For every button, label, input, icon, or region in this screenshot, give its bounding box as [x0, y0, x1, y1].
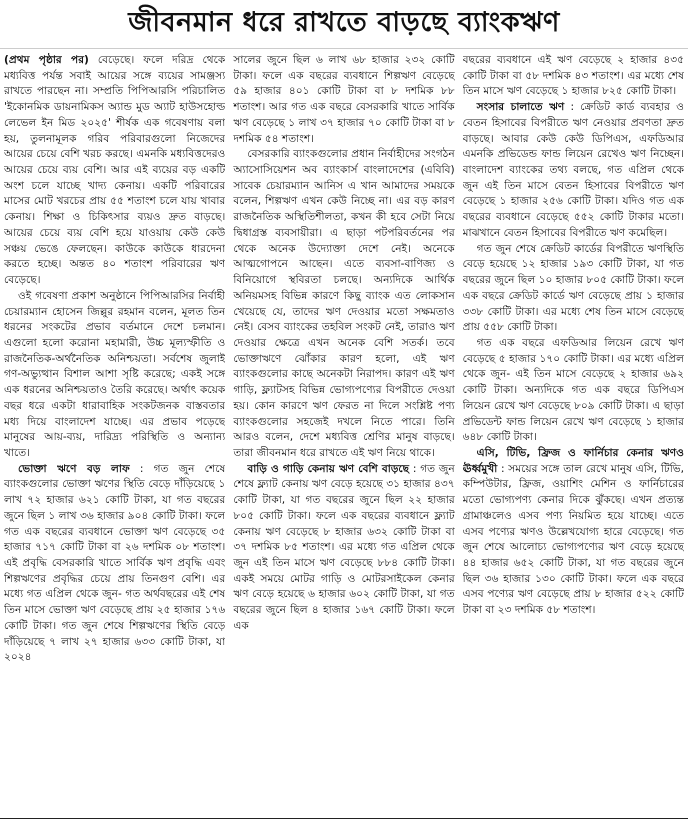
paragraph-text: : গত জুন শেষে ব্যাংকগুলোর ভোক্তা ঋণের স্থিতি বেড়ে দাঁড়িয়েছে ১ লাখ ৭২ হাজার ৬২১ কোটি টাকা, যা গত বছরের জুনে ছিল ১ লাখ ৩৬ হাজার ৯০৪ কোটি টাকা। ফলে গত এক বছরের ব্যবধানে ভোক্তা ঋণ বেড়েছে ৩৫ হাজার ৭১৭ কোটি টাকা বা ২৬ দশমিক ০৮ শতাংশ। এই প্রবৃদ্ধি বেসরকারি খাতে সার্বিক ঋণ প্রবৃদ্ধি এবং শিল্পঋণের প্রবৃদ্ধির চেয়ে প্রায় তিনগুণ বেশি। এর মধ্যে গত এপ্রিল থেকে জুন- গত অর্থবছরের এই শেষ তিন মাসে ভোক্তা ঋণ বেড়েছে প্রায় ২৫ হাজার ১৭৬ কোটি টাকা। গত জুন শেষে শিল্পঋণের স্থিতি বেড়ে দাঁড়িয়েছে ৭ লাখ ২৭ হাজার ৬৩৩ কোটি টাকা, যা ২০২৪ [4, 462, 226, 664]
subheading: বাড়ি ও গাড়ি কেনায় ঋণ বেশি বাড়ছে [247, 462, 410, 475]
article-headline: জীবনমান ধরে রাখতে বাড়ছে ব্যাংকঋণ [128, 6, 560, 38]
paragraph-text: : ক্রেডিট কার্ড ব্যবহার ও বেতন হিসাবের বিপরীতে ঋণ নেওয়ার প্রবণতা দ্রুত বাড়ছে। আবার কেউ কেউ ডিপিএস, এফডিআর এমনকি প্রভিডেন্ড ফান্ড লিয়েন রেখেও ঋণ নিচ্ছেন। বাংলাদেশ ব্যাংকের তথ্য বলছে, গত এপ্রিল থেকে জুন এই তিন মাসে বেতন হিসাবের বিপরীতে ঋণ বেড়েছে ১ হাজার ২৫৬ কোটি টাকা। যদিও গত এক বছরের ব্যবধানে বেড়েছে ৫৫২ কোটি টাকার মতো। মাঝখানে বেতন হিসাবের বিপরীতে ঋণ কমেছিল। [462, 101, 684, 239]
paragraph-text: : সময়ের সঙ্গে তাল রেখে মানুষ এসি, টিভি, কম্পিউটার, ফ্রিজ, ওয়াশিং মেশিন ও ফার্নিচারের মতো ভোগ্যপণ্য কেনার দিকে ঝুঁকছে। এখন প্রত্যন্ত গ্রামাঞ্চলেও এসব পণ্য নিয়মিত হয়ে যাচ্ছে। এতে এসব পণ্যের ঋণও উল্লেখযোগ্য হারে বেড়েছে। গত জুন শেষে আলোচ্য ভোগ্যপণ্যের ঋণ বেড়ে হয়েছে ৪৪ হাজার ৬৫২ কোটি টাকা, যা গত বছরের জুনে ছিল ৩৬ হাজার ১৩০ কোটি টাকা। ফলে এক বছরে এসব পণ্যের ঋণ বেড়েছে প্রায় ৮ হাজার ৫২২ কোটি টাকা বা ২৩ দশমিক ৫৮ শতাংশ। [462, 462, 684, 617]
column-2 [233, 53, 454, 823]
paragraph: সালের জুনে ছিল ৬ লাখ ৬৮ হাজার ২৩২ কোটি টাকা। ফলে এক বছরের ব্যবধানে শিল্পঋণ বেড়েছে ৫৯ হাজার ৪০১ কোটি টাকা বা ৮ দশমিক ৮৮ শতাংশ। আর গত এক বছরে বেসরকারি খাতে সার্বিক ঋণ বেড়েছে ১ লাখ ৩৭ হাজার ৭০ কোটি টাকা বা ৮ দশমিক ৫৪ শতাংশ। [233, 54, 455, 145]
continuation-marker: (প্রথম পৃষ্ঠার পর) [4, 54, 89, 66]
subheading: এসি, টিভি, ফ্রিজ ও ফার্নিচার কেনার ঋণও ঊর্ধ্বমুখী [462, 446, 684, 475]
bottom-rule [0, 818, 688, 823]
paragraph: গত এক বছরে এফডিআর লিয়েন রেখে ঋণ বেড়েছে ৫ হাজার ১৭০ কোটি টাকা। এর মধ্যে এপ্রিল থেকে জুন- এই তিন মাসে বেড়েছে ২ হাজার ৬৯২ কোটি টাকা। অন্যদিকে গত এক বছরে ডিপিএস লিয়েন রেখে ঋণ বেড়েছে ৮০৯ কোটি টাকা। এ ছাড়া প্রভিডেন্ট ফান্ড লিয়েন রেখে ঋণ বেড়েছে ১ হাজার ৬৪৮ কোটি টাকা। [462, 336, 684, 444]
paragraph: বছরের ব্যবধানে এই ঋণ বেড়েছে ২ হাজার ৪৩৫ কোটি টাকা বা ৫৮ দশমিক ৪৩ শতাংশ। এর মধ্যে শেষ তিন মাসে ঋণ বেড়েছে ১ হাজার ৮২৫ কোটি টাকা। [462, 54, 684, 98]
paragraph-text: : গত জুন শেষে ফ্ল্যাট কেনায় ঋণ বেড়ে হয়েছে ৩১ হাজার ৪৩৭ কোটি টাকা, যা গত বছরের জুনে ছিল ২২ হাজার ৮০৫ কোটি টাকা। ফলে এক বছরের ব্যবধানে ফ্ল্যাট কেনায় ঋণ বেড়েছে ৮ হাজার ৬৩২ কোটি টাকা বা ৩৭ দশমিক ৮৫ শতাংশ। এর মধ্যে গত এপ্রিল থেকে জুন এই তিন মাসে ঋণ বেড়েছে ৮৮৪ কোটি টাকা। একই সময়ে মোটর গাড়ি ও মোটরসাইকেল কেনার ঋণ বেড়ে হয়েছে ৬ হাজার ৬০২ কোটি টাকা, যা গত বছরের জুনে ছিল ৪ হাজার ১৬৭ কোটি টাকা। ফলে এক [233, 462, 455, 632]
article-body [0, 49, 688, 823]
article-headline-bar [0, 0, 688, 49]
paragraph: গত জুন শেষে ক্রেডিট কার্ডের বিপরীতে ঋণস্থিতি বেড়ে হয়েছে ১২ হাজার ১৯৩ কোটি টাকা, যা গত বছরের জুনে ছিল ১০ হাজার ৮০৫ কোটি টাকা। ফলে এক বছরে ক্রেডিট কার্ডে ঋণ বেড়েছে প্রায় ১ হাজার ৩৩৮ কোটি টাকা। এর মধ্যে শেষ তিন মাসে বেড়েছে প্রায় ৫৫৮ কোটি টাকা। [462, 242, 684, 334]
paragraph [463, 446, 684, 619]
column-3 [463, 53, 684, 823]
paragraph [4, 462, 225, 666]
paragraph [233, 462, 454, 635]
paragraph: ওই গবেষণা প্রকাশ অনুষ্ঠানে পিপিআরসির নির্বাহী চেয়ারম্যান হোসেন জিল্লুর রহমান বলেন, মূলত তিন ধরনের সংকটের প্রভাব বর্তমানে দেশে চলমান। এগুলো হলো করোনা মহামারী, উচ্চ মূল্যস্ফীতি ও রাজনৈতিক-অর্থনৈতিক অনিশ্চয়তা। সর্বশেষ জুলাই গণ-অভ্যুত্থান বিশাল আশা সৃষ্টি করেছে; একই সঙ্গে এক ধরনের অনিশ্চয়তাও তৈরি করেছে। অর্থাৎ কয়েক বছর ধরে একটা ধারাবাহিক সংকটজনক বাস্তবতার মধ্য দিয়ে বাংলাদেশ যাচ্ছে। এর প্রভাব পড়েছে মানুষের আয়-ব্যয়, দারিদ্র্য পরিস্থিতি ও অন্যান্য খাতে। [4, 289, 226, 459]
paragraph [463, 100, 684, 241]
paragraph [4, 53, 225, 289]
paragraph: বেসরকারি ব্যাংকগুলোর প্রধান নির্বাহীদের সংগঠন অ্যাসোসিয়েশন অব ব্যাংকার্স বাংলাদেশের (এবিবি) সাবেক চেয়ারম্যান আনিস এ খান আমাদের সময়কে বলেন, শিল্পঋণ এখন কেউ নিচ্ছে না। এর বড় কারণ রাজনৈতিক অস্থিতিশীলতা, কখন কী হবে সেটা নিয়ে দ্বিধাগ্রস্ত ব্যবসায়ীরা। এ ছাড়া পটপরিবর্তনের পর থেকে অনেক উদ্যোক্তা দেশে নেই। অনেকে আত্মগোপনে আছেন। এতে ব্যবসা-বাণিজ্য ও বিনিয়োগে স্থবিরতা চলছে। অন্যদিকে আর্থিক অনিয়মসহ বিভিন্ন কারণে কিছু ব্যাংক এত লোকসান খেয়েছে যে, তাদের ঋণ দেওয়ার মতো সক্ষমতাও নেই। বেসব ব্যাংকের তহবিল সংকট নেই, তারাও ঋণ দেওয়ার ক্ষেত্রে এখন অনেক বেশি সতর্ক। তবে ভোক্তাঋণে ঝোঁকার কারণ হলো, এই ঋণ ব্যাংকগুলোর কাছে অনেকটা নিরাপদ। কারণ এই ঋণ গাড়ি, ফ্ল্যাটসহ বিভিন্ন ভোগ্যপণ্যের বিপরীতে দেওয়া হয়। কোন কারণে ঋণ ফেরত না দিলে সংশ্লিষ্ট পণ্য ব্যাংকগুলোর সহজেই দখলে নিতে পারে। তিনি আরও বলেন, দেশে মধ্যবিত্ত শ্রেণির মানুষ বাড়ছে। তারা জীবনমান ধরে রাখতে এই ঋণ নিয়ে থাকে। [233, 148, 455, 459]
paragraph-text: বেড়েছে। ফলে দরিদ্র থেকে মধ্যবিত্ত পর্যন্ত সবাই আয়ের সঙ্গে ব্যয়ের সামঞ্জস্য রাখতে পারছেন না। সম্প্রতি পিপিআরসি পরিচালিত 'ইকোনমিক ডায়নামিকস অ্যান্ড মুড অ্যাট হাউসহোল্ড লেভেল ইন মিড ২০২৫' শীর্ষক এক গবেষণায় বলা হয়, তুলনামূলক গরিব পরিবারগুলো নিজেদের আয়ের চেয়ে বেশি খরচ করছে। এমনকি মধ্যবিত্তদেরও আয়ের চেয়ে ব্যয় বেশি। আর এই ব্যয়ের বড় একটি অংশ চলে যাচ্ছে খাদ্য কেনায়। একটি পরিবারের মাসের মোট খরচের প্রায় ৫৫ শতাংশ চলে যায় খাবার কেনায়। শিক্ষা ও চিকিৎসার ব্যয়ও দ্রুত বাড়ছে। আয়ের চেয়ে ব্যয় বেশি হয়ে যাওয়ায় কেউ কেউ সঞ্চয় ভেঙে ফেলছেন। কাউকে কাউকে ধারদেনা করতে হচ্ছে। অন্তত ৪০ শতাংশ পরিবারের ঋণ বেড়েছে। [4, 54, 226, 287]
subheading: ভোক্তা ঋণে বড় লাফ [18, 462, 130, 475]
column-1 [4, 53, 225, 823]
subheading: সংসার চালাতে ঋণ [476, 101, 565, 114]
